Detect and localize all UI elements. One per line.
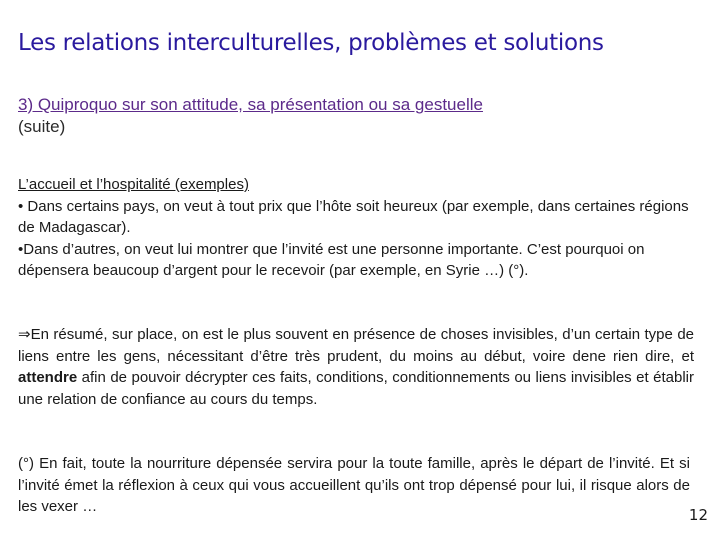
slide-title: Les relations interculturelles, problèmes et solutions bbox=[18, 30, 604, 56]
summary-bold-word: attendre bbox=[18, 369, 78, 386]
examples-heading: L’accueil et l’hospitalité (exemples) bbox=[18, 176, 249, 193]
summary-paragraph bbox=[18, 324, 694, 410]
example-item-2: •Dans d’autres, on veut lui montrer que l’invité est une personne importante. C’est pourquoi on dépensera beaucoup d’argent pour le recevoir (par exemple, en Syrie …) (°). bbox=[18, 240, 645, 279]
examples-block bbox=[18, 174, 694, 282]
section-subtitle bbox=[18, 94, 698, 138]
subtitle-suite: (suite) bbox=[18, 117, 66, 136]
footnote-paragraph: (°) En fait, toute la nourriture dépensée servira pour la toute famille, après le départ de l’invité. Et si l’invité émet la réflexion à ceux qui vous accueillent qu’ils ont trop dépensé pour lui, il risque alors de les vexer … bbox=[18, 455, 690, 515]
summary-text-2: afin de pouvoir décrypter ces faits, conditions, conditionnements ou liens invisibles et établir une relation de confiance au cours du temps. bbox=[18, 369, 694, 408]
subtitle-underlined: 3) Quiproquo sur son attitude, sa présentation ou sa gestuelle bbox=[18, 95, 483, 114]
page-number: 12 bbox=[688, 506, 708, 524]
example-item-1: • Dans certains pays, on veut à tout prix que l’hôte soit heureux (par exemple, dans certaines régions de Madagascar). bbox=[18, 197, 689, 236]
summary-text-1: ⇒En résumé, sur place, on est le plus souvent en présence de choses invisibles, d’un certain type de liens entre les gens, nécessitant d’être très prudent, du moins au début, voire dene rien dire, et bbox=[18, 326, 694, 365]
